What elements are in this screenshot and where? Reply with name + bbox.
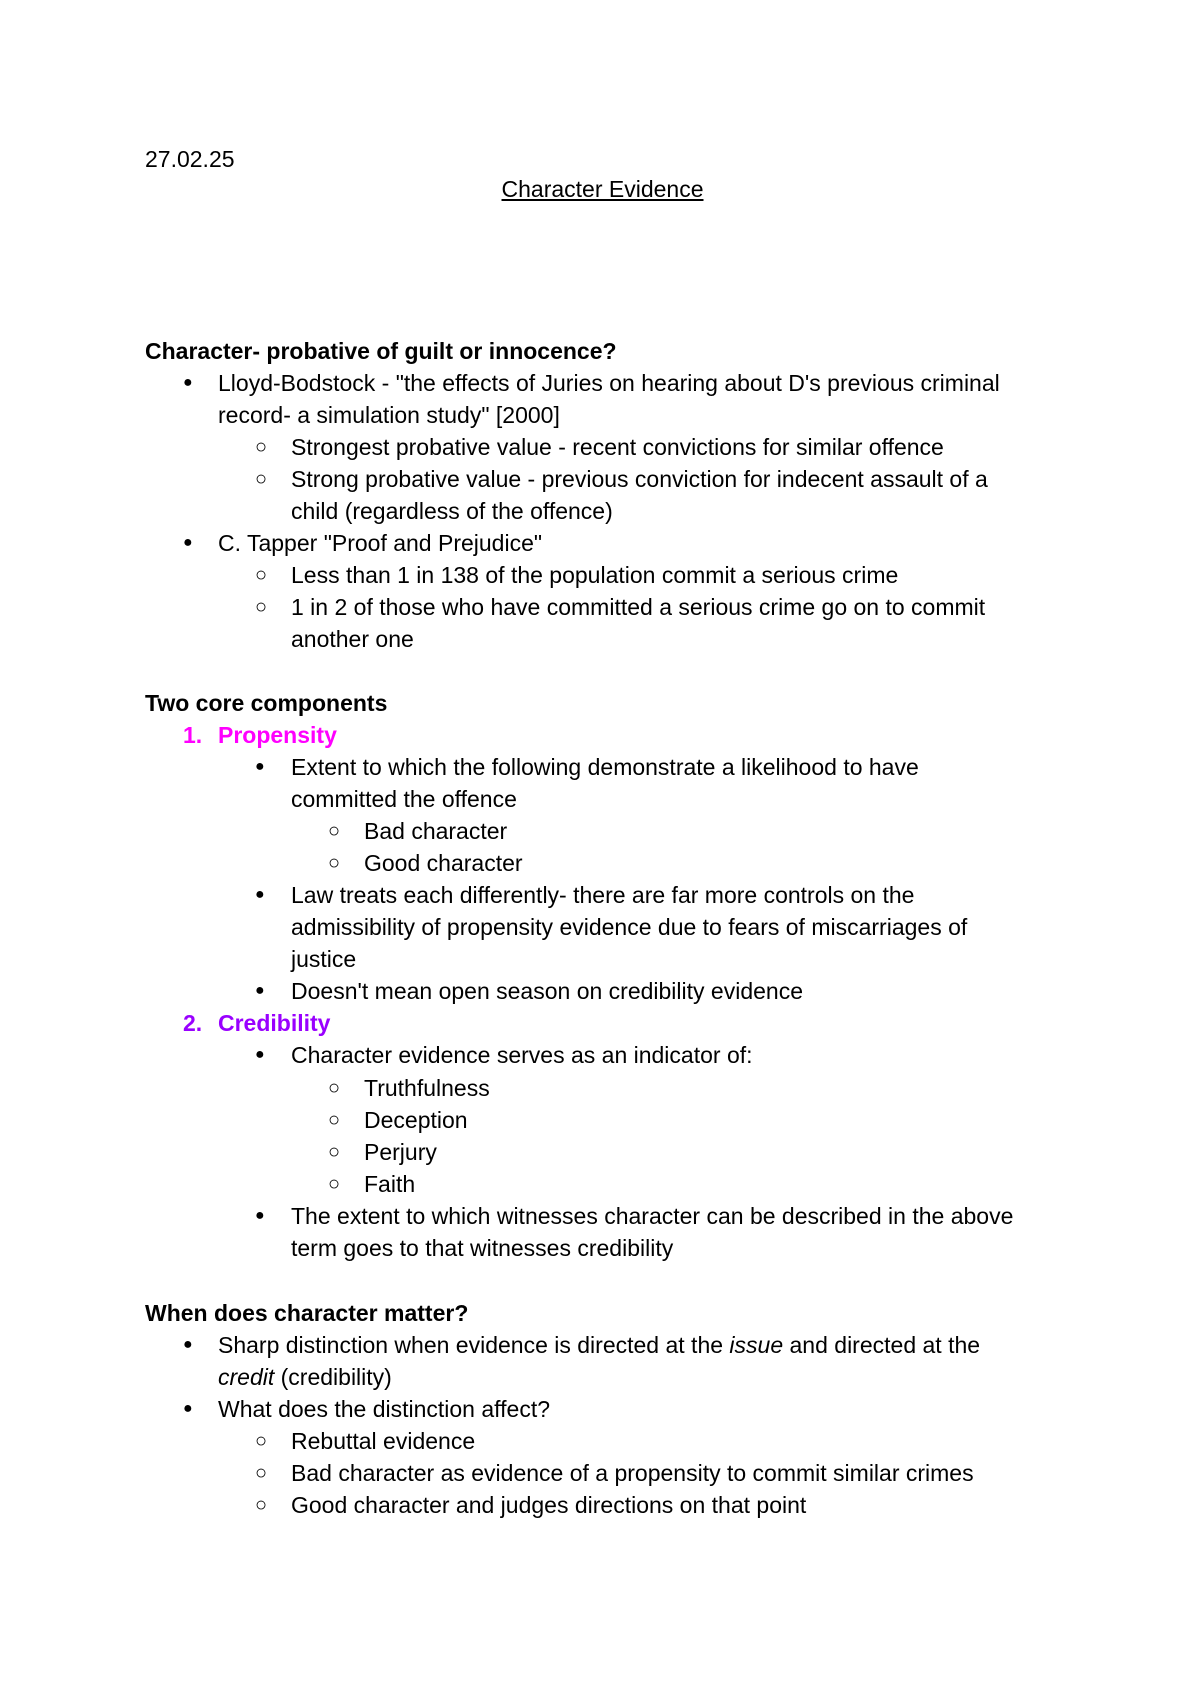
bullet-icon: ●: [183, 374, 193, 391]
list-item-sharp-distinction: [218, 1329, 980, 1361]
list-item-lloyd-bodstock: Lloyd-Bodstock - "the effects of Juries on hearing about D's previous criminal: [218, 370, 1000, 396]
list-item-continuation: term goes to that witnesses credibility: [291, 1235, 674, 1261]
bullet-icon: ●: [255, 1046, 265, 1063]
sub-list-item-continuation: child (regardless of the offence): [291, 498, 613, 524]
sub-bullet-icon: ○: [255, 564, 268, 586]
sub-list-item: Less than 1 in 138 of the population commit a serious crime: [291, 562, 899, 588]
section-heading-two-core-components: Two core components: [145, 690, 388, 716]
sub-bullet-icon: ○: [255, 596, 268, 618]
sub-list-item: Rebuttal evidence: [291, 1428, 476, 1454]
emphasis-issue: issue: [729, 1332, 784, 1358]
list-item: The extent to which witnesses character can be described in the above: [291, 1203, 1014, 1229]
sub-bullet-icon: ○: [328, 1077, 341, 1099]
emphasis-credit: credit: [218, 1364, 275, 1390]
sub-bullet-icon: ○: [255, 436, 268, 458]
sub-bullet-icon: ○: [255, 1462, 268, 1484]
sub-bullet-icon: ○: [328, 852, 341, 874]
sub-list-item: Strong probative value - previous conviction for indecent assault of a: [291, 466, 988, 492]
text-run: (credibility): [274, 1364, 392, 1390]
sub-list-item-perjury: Perjury: [364, 1139, 437, 1165]
list-item-continuation: [218, 1361, 392, 1393]
document-date: 27.02.25: [145, 146, 235, 172]
sub-bullet-icon: ○: [328, 1173, 341, 1195]
sub-list-item: Bad character: [364, 818, 508, 844]
bullet-icon: ●: [255, 1207, 265, 1224]
sub-list-item-faith: Faith: [364, 1171, 416, 1197]
numbered-item-credibility: Credibility: [218, 1010, 331, 1036]
bullet-icon: ●: [255, 982, 265, 999]
sub-list-item-deception: Deception: [364, 1107, 468, 1133]
sub-bullet-icon: ○: [255, 1494, 268, 1516]
list-number: 2.: [183, 1010, 203, 1036]
list-item-continuation: record- a simulation study" [2000]: [218, 402, 560, 428]
list-item: Character evidence serves as an indicator of:: [291, 1042, 753, 1068]
section-heading-when-does-character-matter: When does character matter?: [145, 1300, 469, 1326]
bullet-icon: ●: [183, 1400, 193, 1417]
bullet-icon: ●: [255, 886, 265, 903]
sub-list-item-truthfulness: Truthfulness: [364, 1075, 490, 1101]
document-title: Character Evidence: [501, 176, 704, 202]
sub-bullet-icon: ○: [328, 820, 341, 842]
bullet-icon: ●: [255, 758, 265, 775]
list-item-continuation: justice: [291, 946, 357, 972]
sub-list-item: Strongest probative value - recent convictions for similar offence: [291, 434, 944, 460]
sub-bullet-icon: ○: [255, 1430, 268, 1452]
list-item: What does the distinction affect?: [218, 1396, 550, 1422]
sub-bullet-icon: ○: [255, 468, 268, 490]
list-item: Extent to which the following demonstrate a likelihood to have: [291, 754, 919, 780]
numbered-item-propensity: Propensity: [218, 722, 337, 748]
sub-bullet-icon: ○: [328, 1141, 341, 1163]
list-item: Doesn't mean open season on credibility evidence: [291, 978, 803, 1004]
sub-list-item: Bad character as evidence of a propensity to commit similar crimes: [291, 1460, 974, 1486]
sub-list-item: Good character and judges directions on that point: [291, 1492, 807, 1518]
sub-list-item-continuation: another one: [291, 626, 414, 652]
list-item-continuation: admissibility of propensity evidence due to fears of miscarriages of: [291, 914, 968, 940]
list-item: Law treats each differently- there are far more controls on the: [291, 882, 915, 908]
list-item-tapper: C. Tapper "Proof and Prejudice": [218, 530, 543, 556]
sub-bullet-icon: ○: [328, 1109, 341, 1131]
sub-list-item: 1 in 2 of those who have committed a serious crime go on to commit: [291, 594, 986, 620]
sub-list-item: Good character: [364, 850, 523, 876]
list-item-continuation: committed the offence: [291, 786, 517, 812]
list-number: 1.: [183, 722, 203, 748]
bullet-icon: ●: [183, 1336, 193, 1353]
text-run: Sharp distinction when evidence is directed at the: [218, 1332, 730, 1358]
section-heading-character-probative: Character- probative of guilt or innocence?: [145, 338, 617, 364]
text-run: and directed at the: [783, 1332, 981, 1358]
bullet-icon: ●: [183, 534, 193, 551]
